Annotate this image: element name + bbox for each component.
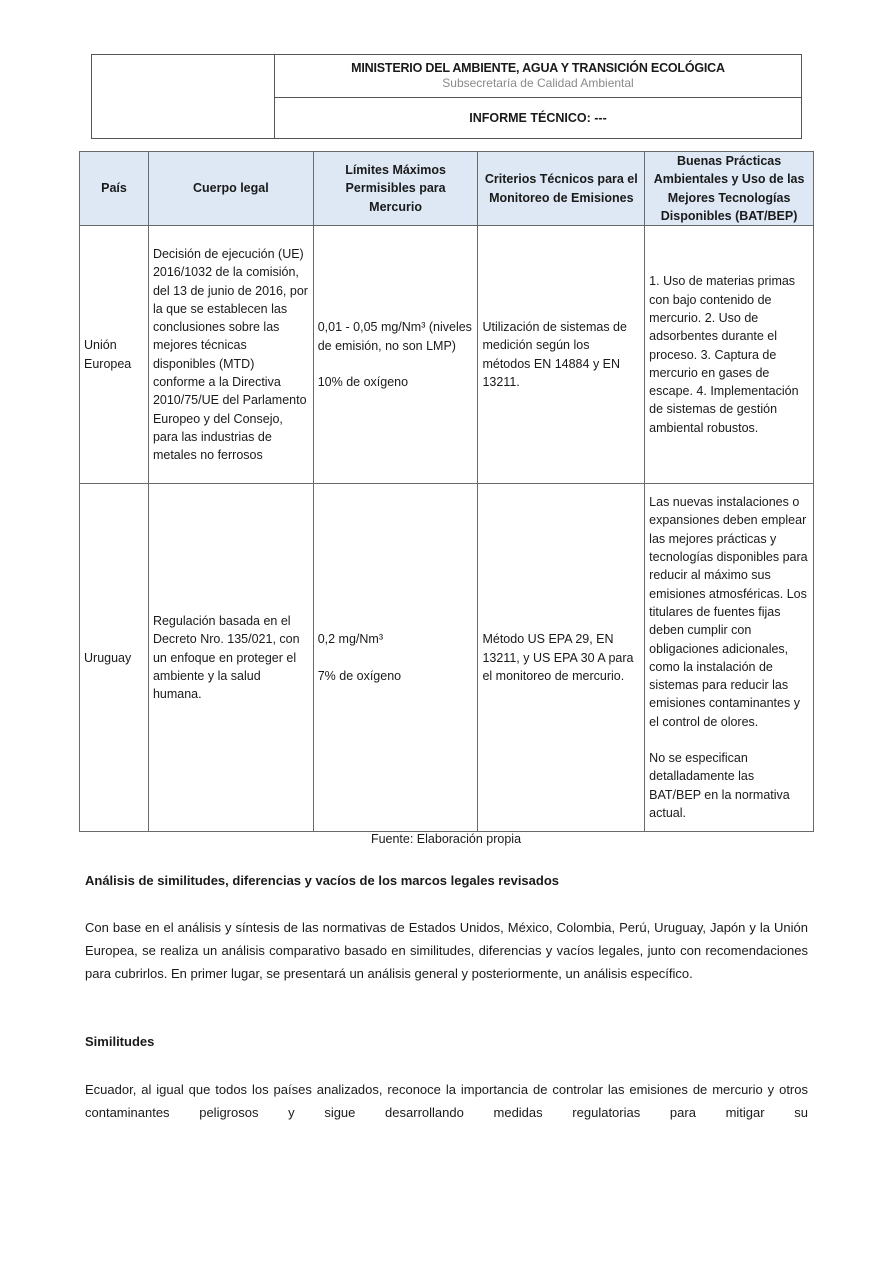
- column-header-pais: País: [80, 152, 149, 226]
- limites-value: 0,2 mg/Nm³: [317, 632, 383, 647]
- cell-pais: Uruguay: [80, 484, 149, 832]
- body-paragraph: Con base en el análisis y síntesis de las normativas de Estados Unidos, México, Colombia, Perú, Uruguay, Japón y la Unión Europea, se realiza un análisis comparativo basado en similitudes, diferencias y vacíos legales, junto con recomendaciones para cubrirlos. En primer lugar, se presentará un análisis general y posteriormente, un análisis específico.: [85, 920, 808, 981]
- cell-bat-bep: 1. Uso de materias primas con bajo contenido de mercurio. 2. Uso de adsorbentes durante el proceso. 3. Captura de mercurio en gases de escape. 4. Implementación de sistemas de gestión ambiental robustos.: [645, 226, 814, 484]
- column-header-cuerpo-legal: Cuerpo legal: [148, 152, 313, 226]
- limites-value: 0,01 - 0,05 mg/Nm³ (niveles de emisión, no son LMP): [317, 320, 472, 353]
- column-header-limites: Límites Máximos Permisibles para Mercurio: [313, 152, 478, 226]
- page-header: [91, 54, 802, 139]
- header-logo-cell: [92, 55, 275, 138]
- header-right: [275, 55, 801, 138]
- cell-criterios: Método US EPA 29, EN 13211, y US EPA 30 A para el monitoreo de mercurio.: [478, 484, 645, 832]
- cell-cuerpo-legal: Decisión de ejecución (UE) 2016/1032 de la comisión, del 13 de junio de 2016, por la que se establecen las conclusiones sobre las mejores técnicas disponibles (MTD) conforme a la Directiva 2010/75/UE del Parlamento Europeo y del Consejo, para las industrias de metales no ferrosos: [148, 226, 313, 484]
- spacer: [649, 731, 809, 749]
- report-title: INFORME TÉCNICO: ---: [469, 111, 607, 125]
- ministry-title: MINISTERIO DEL AMBIENTE, AGUA Y TRANSICIÓN ECOLÓGICA: [351, 61, 725, 75]
- oxygen-reference: 10% de oxígeno: [317, 374, 409, 389]
- table-header-row: [80, 152, 814, 226]
- cell-bat-bep: [645, 484, 814, 832]
- section-heading: Análisis de similitudes, diferencias y vacíos de los marcos legales revisados: [85, 873, 559, 888]
- table-row: [80, 226, 814, 484]
- bat-bep-text: Las nuevas instalaciones o expansiones deben emplear las mejores prácticas y tecnologías disponibles para reducir al máximo sus emisiones atmosféricas. Los titulares de fuentes fijas deben cumplir con obligaciones adicionales, como la instalación de sistemas para reducir las emisiones contaminantes y el control de olores.: [649, 495, 808, 729]
- column-header-criterios: Criterios Técnicos para el Monitoreo de Emisiones: [478, 152, 645, 226]
- comparison-table: [79, 151, 814, 832]
- bat-bep-note: No se especifican detalladamente las BAT/BEP en la normativa actual.: [649, 751, 790, 820]
- oxygen-reference: 7% de oxígeno: [317, 668, 402, 683]
- header-title-block: [275, 55, 801, 98]
- spacer: [318, 649, 474, 667]
- table-source-caption: Fuente: Elaboración propia: [370, 832, 522, 846]
- table-row: [80, 484, 814, 832]
- cell-limites: [313, 484, 478, 832]
- cell-limites: [313, 226, 478, 484]
- column-header-bat-bep: Buenas Prácticas Ambientales y Uso de las Mejores Tecnologías Disponibles (BAT/BEP): [645, 152, 814, 226]
- body-paragraph: Ecuador, al igual que todos los países analizados, reconoce la importancia de controlar las emisiones de mercurio y otros contaminantes peligrosos y sigue desarrollando medidas regulatorias para mitigar su: [85, 1082, 808, 1120]
- cell-cuerpo-legal: Regulación basada en el Decreto Nro. 135/021, con un enfoque en proteger el ambiente y la salud humana.: [148, 484, 313, 832]
- subsecretaria-subtitle: Subsecretaría de Calidad Ambiental: [442, 76, 634, 90]
- cell-criterios: Utilización de sistemas de medición según los métodos EN 14884 y EN 13211.: [478, 226, 645, 484]
- spacer: [318, 355, 474, 373]
- similitudes-heading: Similitudes: [85, 1034, 155, 1049]
- cell-pais: Unión Europea: [80, 226, 149, 484]
